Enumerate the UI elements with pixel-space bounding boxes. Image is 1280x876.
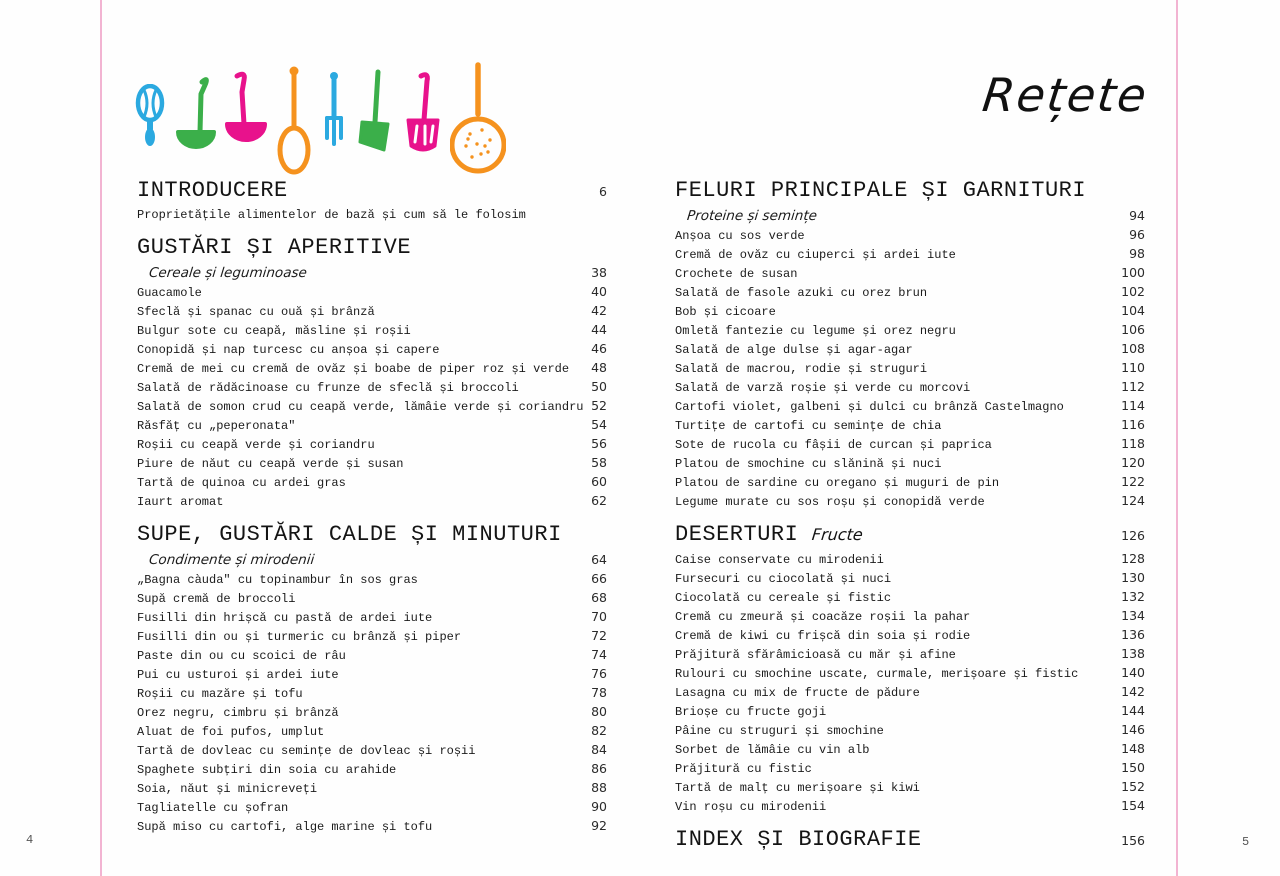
toc-item-page-number: 138: [1121, 646, 1145, 661]
section-heading: INTRODUCERE: [137, 178, 288, 203]
toc-item-page-number: 62: [591, 493, 607, 508]
toc-item: [675, 759, 1145, 778]
toc-item-page-number: 78: [591, 685, 607, 700]
toc-item-page-number: 40: [591, 284, 607, 299]
toc-item-label: Platou de sardine cu oregano și muguri de pin: [675, 476, 1000, 490]
section-heading-suffix: Fructe: [811, 525, 865, 544]
toc-item-page-number: 76: [591, 666, 607, 681]
left-page-number: 4: [26, 833, 34, 847]
toc-item-page-number: 96: [1129, 227, 1145, 242]
toc-item-page-number: 118: [1121, 436, 1145, 451]
toc-item: [137, 454, 607, 473]
toc-item-page-number: 136: [1121, 627, 1145, 642]
toc-item: [137, 627, 607, 646]
toc-item-page-number: 68: [591, 590, 607, 605]
spoon-icon: [274, 64, 314, 176]
toc-item: [675, 245, 1145, 264]
toc-item-page-number: 52: [591, 398, 607, 413]
toc-item-page-number: 100: [1121, 265, 1145, 280]
toc-item: [675, 378, 1145, 397]
toc-item-label: Spaghete subțiri din soia cu arahide: [137, 763, 397, 777]
toc-item-label: Tartă de dovleac cu semințe de dovleac și roșii: [137, 744, 476, 758]
toc-item: [675, 626, 1145, 645]
page-title: Rețete: [979, 68, 1152, 122]
fork-icon: [319, 70, 349, 156]
toc-item-label: Sfeclă și spanac cu ouă și brânză: [137, 305, 375, 319]
toc-item-label: Platou de smochine cu slănină și nuci: [675, 457, 942, 471]
toc-item-page-number: 152: [1121, 779, 1145, 794]
toc-section: [137, 235, 607, 511]
toc-item-page-number: 108: [1121, 341, 1145, 356]
toc-item-label: Caise conservate cu mirodenii: [675, 553, 884, 567]
toc-item: [675, 740, 1145, 759]
toc-item: [675, 340, 1145, 359]
section-heading-row: [137, 522, 607, 547]
toc-item: [675, 473, 1145, 492]
toc-item-label: Prăjitură cu fistic: [675, 762, 812, 776]
toc-item-label: Fusilli din ou și turmeric cu brânză și piper: [137, 630, 462, 644]
toc-item-page-number: 146: [1121, 722, 1145, 737]
toc-right-column: [675, 178, 1145, 863]
toc-item-label: Răsfăț cu „peperonata": [137, 419, 296, 433]
toc-item-page-number: 130: [1121, 570, 1145, 585]
toc-section: [675, 827, 1145, 852]
toc-item: [675, 645, 1145, 664]
toc-item-page-number: 90: [591, 799, 607, 814]
section-heading: GUSTĂRI ȘI APERITIVE: [137, 235, 412, 260]
toc-item-page-number: 72: [591, 628, 607, 643]
whisk-icon: [133, 84, 167, 150]
toc-item: [675, 702, 1145, 721]
kitchen-utensils-illustration: [133, 60, 506, 178]
toc-item-label: Paste din ou cu scoici de râu: [137, 649, 346, 663]
section-page-number: 156: [1121, 833, 1145, 848]
toc-item-page-number: 154: [1121, 798, 1145, 813]
toc-item: [675, 321, 1145, 340]
page-edge-rule-right: [1176, 0, 1178, 876]
toc-item: [137, 779, 607, 798]
toc-item-label: Orez negru, cimbru și brânză: [137, 706, 339, 720]
subsection-label: Condimente și mirodenii: [148, 552, 316, 568]
toc-item-page-number: 54: [591, 417, 607, 432]
toc-item: [675, 359, 1145, 378]
toc-item-label: Rulouri cu smochine uscate, curmale, merișoare și fistic: [675, 667, 1079, 681]
toc-item: [675, 283, 1145, 302]
toc-item-page-number: 70: [591, 609, 607, 624]
toc-section: [137, 522, 607, 836]
toc-item: [675, 569, 1145, 588]
toc-item: [675, 435, 1145, 454]
toc-item: [675, 264, 1145, 283]
toc-item: [675, 550, 1145, 569]
toc-item: [675, 778, 1145, 797]
toc-item: [137, 397, 607, 416]
subsection-row: [137, 263, 607, 283]
toc-item-label: Lasagna cu mix de fructe de pădure: [675, 686, 920, 700]
toc-item-label: Pui cu usturoi și ardei iute: [137, 668, 339, 682]
toc-item-page-number: 84: [591, 742, 607, 757]
toc-item-label: Crochete de susan: [675, 267, 798, 281]
toc-item-page-number: 56: [591, 436, 607, 451]
toc-item: [137, 359, 607, 378]
toc-item-label: Salată de rădăcinoase cu frunze de sfeclă și broccoli: [137, 381, 519, 395]
toc-item-page-number: 128: [1121, 551, 1145, 566]
toc-item-label: Tartă de quinoa cu ardei gras: [137, 476, 346, 490]
toc-item-page-number: 50: [591, 379, 607, 394]
toc-item-page-number: 104: [1121, 303, 1145, 318]
toc-item: [675, 302, 1145, 321]
toc-item-page-number: 42: [591, 303, 607, 318]
toc-item-label: Salată de fasole azuki cu orez brun: [675, 286, 928, 300]
toc-item-label: Supă miso cu cartofi, alge marine și tofu: [137, 820, 433, 834]
page-edge-rule-left: [100, 0, 102, 876]
toc-item-label: „Bagna càuda" cu topinambur în sos gras: [137, 573, 418, 587]
ladle-icon: [172, 74, 218, 178]
section-heading: INDEX ȘI BIOGRAFIE: [675, 827, 922, 852]
turner-icon: [401, 70, 445, 172]
toc-item: [137, 492, 607, 511]
toc-item: [137, 340, 607, 359]
toc-item-label: Tartă de malț cu merișoare și kiwi: [675, 781, 920, 795]
toc-item: [137, 589, 607, 608]
section-heading: SUPE, GUSTĂRI CALDE ȘI MINUTURI: [137, 522, 562, 547]
toc-item-page-number: 48: [591, 360, 607, 375]
skimmer-icon: [450, 62, 506, 178]
toc-item-page-number: 112: [1121, 379, 1145, 394]
ladle-2-icon: [223, 68, 269, 176]
toc-item-page-number: 110: [1121, 360, 1145, 375]
toc-item: [675, 797, 1145, 816]
toc-item-label: Ciocolată cu cereale și fistic: [675, 591, 892, 605]
toc-item: [137, 283, 607, 302]
section-page-number: 6: [599, 184, 607, 199]
section-heading-row: [675, 827, 1145, 852]
toc-item-label: Iaurt aromat: [137, 495, 224, 509]
toc-item-page-number: 74: [591, 647, 607, 662]
toc-item-label: Legume murate cu sos roșu și conopidă verde: [675, 495, 985, 509]
toc-item-label: Soia, năut și minicreveți: [137, 782, 318, 796]
toc-item-label: Roșii cu ceapă verde și coriandru: [137, 438, 375, 452]
subsection-page-number: 94: [1129, 208, 1145, 223]
subsection-page-number: 64: [591, 552, 607, 567]
toc-item: [137, 817, 607, 836]
toc-item-label: Cremă de mei cu cremă de ovăz și boabe de piper roz și verde: [137, 362, 570, 376]
toc-item-page-number: 98: [1129, 246, 1145, 261]
toc-item-page-number: 44: [591, 322, 607, 337]
toc-item: [675, 721, 1145, 740]
toc-item-label: Tagliatelle cu șofran: [137, 801, 289, 815]
subsection-label: Proteine și semințe: [686, 208, 818, 224]
toc-item-label: Fursecuri cu ciocolată și nuci: [675, 572, 892, 586]
toc-item: [675, 416, 1145, 435]
toc-item: [137, 435, 607, 454]
subsection-label: Cereale și leguminoase: [148, 265, 308, 281]
toc-item-label: Bulgur sote cu ceapă, măsline și roșii: [137, 324, 411, 338]
toc-item-page-number: 66: [591, 571, 607, 586]
toc-item-label: Vin roșu cu mirodenii: [675, 800, 827, 814]
toc-item: [137, 302, 607, 321]
toc-item-label: Piure de năut cu ceapă verde și susan: [137, 457, 404, 471]
toc-item: [137, 378, 607, 397]
toc-item-label: Sorbet de lămâie cu vin alb: [675, 743, 870, 757]
toc-item-page-number: 60: [591, 474, 607, 489]
toc-item-page-number: 150: [1121, 760, 1145, 775]
toc-item-page-number: 58: [591, 455, 607, 470]
toc-item-page-number: 88: [591, 780, 607, 795]
toc-item: [137, 703, 607, 722]
toc-left-column: [137, 178, 607, 847]
toc-section: [137, 178, 607, 224]
toc-item: [137, 760, 607, 779]
toc-item-page-number: 116: [1121, 417, 1145, 432]
toc-item: [675, 226, 1145, 245]
toc-item: [675, 492, 1145, 511]
toc-item: [137, 741, 607, 760]
toc-item-label: Guacamole: [137, 286, 202, 300]
toc-item-page-number: 46: [591, 341, 607, 356]
toc-item-label: Aluat de foi pufos, umplut: [137, 725, 325, 739]
toc-item-label: Anșoa cu sos verde: [675, 229, 805, 243]
section-heading-row: [137, 235, 607, 260]
toc-item: [675, 607, 1145, 626]
spatula-icon: [354, 68, 396, 176]
toc-item-page-number: 80: [591, 704, 607, 719]
toc-section: [675, 178, 1145, 511]
toc-item: [675, 454, 1145, 473]
toc-item: [137, 416, 607, 435]
toc-item: [137, 722, 607, 741]
toc-item-label: Salată de alge dulse și agar-agar: [675, 343, 913, 357]
toc-item-label: Prăjitură sfărâmicioasă cu măr și afine: [675, 648, 956, 662]
toc-item: [675, 397, 1145, 416]
toc-item-page-number: 132: [1121, 589, 1145, 604]
toc-item: [137, 684, 607, 703]
toc-item-label: Supă cremă de broccoli: [137, 592, 296, 606]
subsection-row: [137, 550, 607, 570]
toc-item-label: Cremă de kiwi cu frișcă din soia și rodie: [675, 629, 971, 643]
toc-item-label: Pâine cu struguri și smochine: [675, 724, 884, 738]
toc-item-page-number: 114: [1121, 398, 1145, 413]
subsection-page-number: 38: [591, 265, 607, 280]
toc-item-label: Roșii cu mazăre și tofu: [137, 687, 303, 701]
toc-item-page-number: 120: [1121, 455, 1145, 470]
section-heading: FELURI PRINCIPALE ȘI GARNITURI: [675, 178, 1087, 203]
toc-item-page-number: 86: [591, 761, 607, 776]
section-heading-row: [675, 178, 1145, 203]
toc-item-label: Turtițe de cartofi cu semințe de chia: [675, 419, 942, 433]
toc-item: [675, 664, 1145, 683]
toc-item-page-number: 124: [1121, 493, 1145, 508]
toc-section: [675, 522, 1145, 816]
toc-item: [137, 473, 607, 492]
toc-item: [137, 608, 607, 627]
toc-item-page-number: 148: [1121, 741, 1145, 756]
right-page-number: 5: [1242, 835, 1250, 849]
toc-item: [675, 683, 1145, 702]
toc-item-label: Salată de varză roșie și verde cu morcovi: [675, 381, 971, 395]
toc-item-page-number: 142: [1121, 684, 1145, 699]
toc-item-page-number: 140: [1121, 665, 1145, 680]
toc-item-page-number: 122: [1121, 474, 1145, 489]
subsection-row: [675, 206, 1145, 226]
section-heading-row: [137, 178, 607, 203]
toc-item: [137, 646, 607, 665]
toc-item-label: Bob și cicoare: [675, 305, 776, 319]
toc-item-label: Cremă cu zmeură și coacăze roșii la pahar: [675, 610, 971, 624]
toc-item-page-number: 102: [1121, 284, 1145, 299]
toc-item-label: Omletă fantezie cu legume și orez negru: [675, 324, 956, 338]
section-page-number: 126: [1121, 528, 1145, 543]
toc-item: [137, 665, 607, 684]
toc-item: [137, 570, 607, 589]
section-heading: DESERTURI: [675, 522, 799, 547]
toc-item: [675, 588, 1145, 607]
toc-item-label: Cremă de ovăz cu ciuperci și ardei iute: [675, 248, 956, 262]
section-heading-row: [675, 522, 1145, 547]
toc-item-label: Salată de macrou, rodie și struguri: [675, 362, 928, 376]
toc-item-label: Brioșe cu fructe goji: [675, 705, 827, 719]
toc-item-page-number: 82: [591, 723, 607, 738]
section-subtitle: Proprietățile alimentelor de bază și cum să le folosim: [137, 208, 526, 222]
toc-item-page-number: 92: [591, 818, 607, 833]
toc-item-label: Salată de somon crud cu ceapă verde, lămâie verde și coriandru: [137, 400, 584, 414]
toc-item: [137, 798, 607, 817]
toc-item: [137, 321, 607, 340]
toc-item-page-number: 144: [1121, 703, 1145, 718]
toc-item-page-number: 106: [1121, 322, 1145, 337]
toc-item-label: Cartofi violet, galbeni și dulci cu brânză Castelmagno: [675, 400, 1064, 414]
toc-item-page-number: 134: [1121, 608, 1145, 623]
toc-item-label: Fusilli din hrișcă cu pastă de ardei iute: [137, 611, 433, 625]
toc-item-label: Sote de rucola cu fâșii de curcan și paprica: [675, 438, 992, 452]
toc-item-label: Conopidă și nap turcesc cu anșoa și capere: [137, 343, 440, 357]
